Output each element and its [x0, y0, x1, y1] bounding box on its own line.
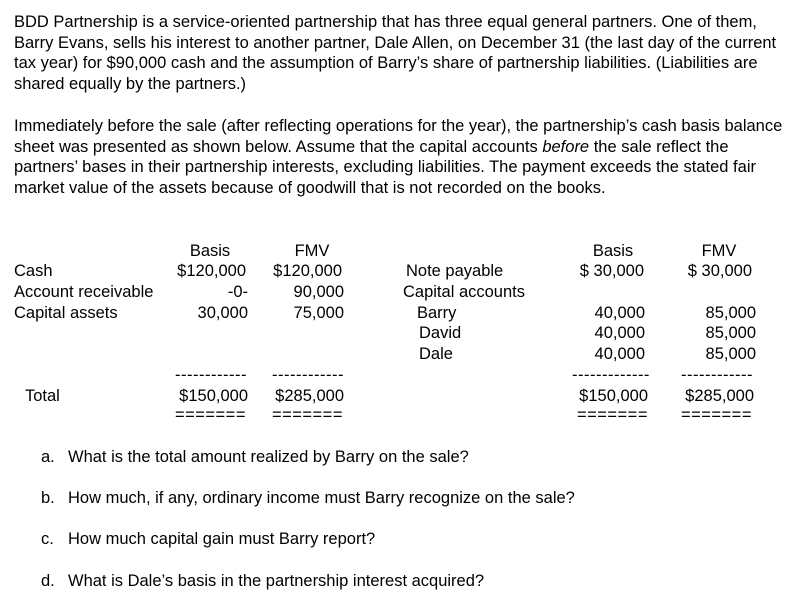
liability-row-fmv: 85,000 [705, 324, 756, 342]
liability-row-label: Capital accounts [403, 283, 525, 301]
assets-total-fmv: $285,000 [275, 387, 344, 405]
asset-row-fmv: $120,000 [273, 262, 342, 280]
liability-row-basis: 40,000 [594, 324, 645, 342]
liabilities-total-basis: $150,000 [579, 387, 648, 405]
assets-fmv-underline: ------------ [272, 366, 344, 384]
question-text: How much capital gain must Barry report? [68, 530, 376, 548]
liabilities-fmv-underline: ------------ [681, 366, 753, 384]
question-item [41, 489, 575, 508]
question-label: a. [41, 448, 55, 466]
assets-basis-underline: ------------ [175, 366, 247, 384]
question-text: What is the total amount realized by Barry on the sale? [68, 448, 469, 466]
asset-row-basis: $120,000 [177, 262, 246, 280]
question-label: c. [41, 530, 54, 548]
assets-total-basis: $150,000 [179, 387, 248, 405]
liabilities-fmv-header: FMV [701, 242, 737, 260]
liability-row-fmv: 85,000 [705, 345, 756, 363]
assets-fmv-header: FMV [294, 242, 330, 260]
asset-row-fmv: 90,000 [293, 283, 344, 301]
asset-row-basis: -0- [227, 283, 248, 301]
intro-paragraph-2-after: the sale reflect the partners’ bases in their partnership interests, excluding liabilities. The payment exceeds the stated fair market value of the assets because of goodwill that is not recorded on the books. [14, 137, 756, 198]
liability-row-basis: 40,000 [594, 345, 645, 363]
total-label: Total [25, 387, 60, 405]
liabilities-basis-header: Basis [592, 242, 634, 260]
liability-row-label: Note payable [406, 262, 504, 280]
intro-paragraph-2-emphasis: before [542, 137, 590, 156]
asset-row-basis: 30,000 [197, 304, 248, 322]
question-text: How much, if any, ordinary income must Barry recognize on the sale? [68, 489, 575, 507]
liability-row-label: Barry [417, 304, 457, 322]
liability-row-basis: 40,000 [594, 304, 645, 322]
liabilities-basis-double-underline: ======= [577, 406, 648, 424]
liability-row-label: Dale [419, 345, 453, 363]
liability-row-fmv: 85,000 [705, 304, 756, 322]
question-item [41, 572, 484, 591]
liabilities-fmv-double-underline: ======= [681, 406, 752, 424]
question-label: d. [41, 572, 55, 590]
liability-row-basis: $ 30,000 [579, 262, 644, 280]
intro-paragraph-2 [14, 116, 794, 199]
question-item [41, 530, 375, 549]
intro-paragraph-1: BDD Partnership is a service-oriented partnership that has three equal general partners. One of them, Barry Evans, sells his interest to another partner, Dale Allen, on December 31 (the last day of the current tax year) for $90,000 cash and the assumption of Barry’s share of partnership liabilities. (Liabilities are shared equally by the partners.) [14, 13, 777, 94]
liabilities-total-fmv: $285,000 [685, 387, 754, 405]
liabilities-basis-underline: ------------- [572, 366, 650, 384]
intro-paragraph-2-before: Immediately before the sale (after reflecting operations for the year), the partnership’s cash basis balance sheet was presented as shown below. Assume that the capital accounts [14, 117, 783, 156]
asset-row-label: Capital assets [14, 304, 118, 322]
assets-basis-header: Basis [189, 242, 231, 260]
question-text: What is Dale’s basis in the partnership interest acquired? [68, 572, 485, 590]
question-item [41, 448, 469, 467]
liability-row-fmv: $ 30,000 [687, 262, 752, 280]
liability-row-label: David [419, 324, 462, 342]
asset-row-label: Cash [14, 262, 53, 280]
asset-row-label: Account receivable [14, 283, 154, 301]
assets-fmv-double-underline: ======= [272, 406, 343, 424]
assets-basis-double-underline: ======= [175, 406, 246, 424]
asset-row-fmv: 75,000 [293, 304, 344, 322]
question-label: b. [41, 489, 55, 507]
